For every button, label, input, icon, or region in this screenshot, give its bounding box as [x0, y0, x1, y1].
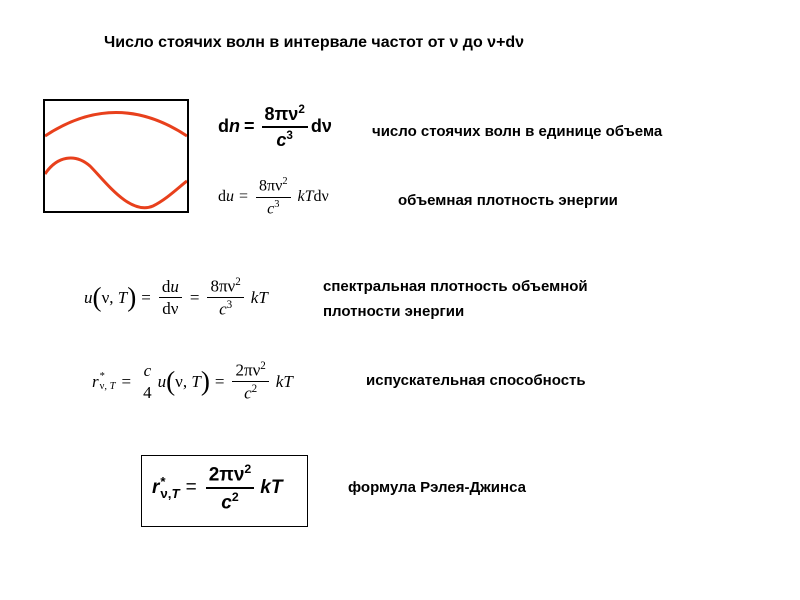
- formula-spectral-density: u ( ν, T ) = $\frac{du}{d\nu}$ = $\frac{8\pi\nu^2}{c^3}$ kT: [84, 276, 268, 319]
- desc-emissivity: испускательная способность: [366, 372, 586, 389]
- formula-emissivity: r * ν, T = c 4 u ( ν, T ) = $\frac{2\pi\nu^2}{c^2}$ kT: [92, 360, 293, 403]
- desc-rayleigh-jeans: формула Рэлея-Джинса: [348, 479, 526, 496]
- desc-spectral-density-2: плотности энергии: [323, 303, 465, 320]
- rayleigh-jeans-box: [141, 455, 308, 527]
- formula-dn: dn = $\frac{8\pi\nu^2}{c^3}$ dν: [218, 103, 332, 150]
- standing-wave-illustration: [43, 99, 189, 213]
- desc-standing-waves: число стоячих волн в единице объема: [372, 123, 663, 140]
- desc-energy-density: объемная плотность энергии: [398, 192, 618, 209]
- wave-fundamental: [45, 113, 187, 137]
- formula-du: du = $\frac{8\pi\nu^2}{c^3}$ kT dν: [218, 176, 329, 218]
- desc-spectral-density-1: спектральная плотность объемной: [323, 278, 588, 295]
- wave-second-harmonic: [45, 158, 187, 208]
- page-title: Число стоячих волн в интервале частот от ν до ν+dν: [104, 34, 525, 51]
- formula-rayleigh-jeans: r * ν,T = $\frac{2\pi\nu^2}{c^2}$ kT: [152, 462, 283, 514]
- standing-wave-graph: [45, 101, 187, 211]
